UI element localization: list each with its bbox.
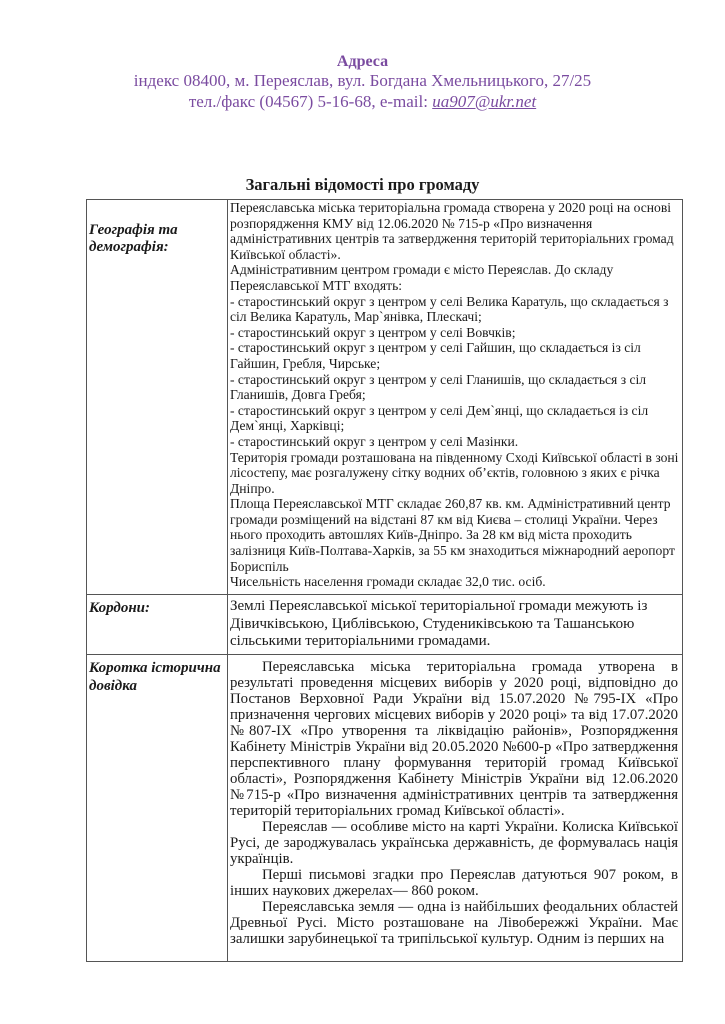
table-row-history <box>87 655 683 962</box>
section-title: Загальні відомості про громаду <box>245 175 480 194</box>
table-row-geography <box>87 200 683 595</box>
phone-fax: тел./факс (04567) 5-16-68, e-mail: <box>188 92 433 111</box>
geography-content <box>228 200 683 595</box>
paragraph: Переяславська міська територіальна громада утворена в результаті проведення місцевих виборів у 2020 році, відповідно до Постанов Верховної Ради України від 15.07.2020 №795-IX «Про призначення чергових місцевих виборів у 2020 році» та від 17.07.2020 №807-IX «Про утворення та ліквідацію районів», Розпорядження Кабінету Міністрів України від 20.05.2020 №600-р «Про затвердження перспективного плану формування територій громад Київської області», Розпорядження Кабінету Міністрів України від 12.06.2020 №715-р «Про визначення адміністративних центрів та затвердження територій територіальних громад Київської області». <box>230 659 678 819</box>
table-row-borders <box>87 595 683 655</box>
paragraph: Переяславська земля — одна із найбільших феодальних областей Древньої Русі. Місто розташоване на Лівобережжі України. Має залишки зарубинецької та трипільської культур. Одним із перших на <box>230 899 678 947</box>
paragraph: Територія громади розташована на південному Сході Київської області в зоні лісостепу, має розгалужену сітку водних об’єктів, головною з яких є річка Дніпро. <box>230 449 679 496</box>
list-item: - старостинський округ з центром у селі Мазінки. <box>230 433 519 449</box>
address-heading: Адреса <box>336 53 389 70</box>
list-item: - старостинський округ з центром у селі Дем`янці, що складається із сіл Дем`янці, Харківці; <box>230 402 649 434</box>
history-content <box>228 655 683 962</box>
paragraph: Чисельність населення громади складає 32,0 тис. осіб. <box>230 574 546 590</box>
borders-content <box>228 595 683 655</box>
paragraph: Переяславська міська територіальна громада створена у 2020 році на основі розпорядження КМУ від 12.06.2020 № 715-р «Про визначення адміністративних центрів та затвердження територій територіальних громад Київської області». <box>230 200 674 262</box>
postal-address: індекс 08400, м. Переяслав, вул. Богдана Хмельницького, 27/25 <box>133 71 592 90</box>
paragraph: Переяслав — особливе місто на карті України. Колиска Київської Русі, де зароджувалась українська державність, де формувалась нація українців. <box>230 819 678 867</box>
paragraph: Перші письмові згадки про Переяслав датуються 907 роком, в інших наукових джерелах— 860 роком. <box>230 867 678 899</box>
list-item: - старостинський округ з центром у селі Гайшин, що складається із сіл Гайшин, Гребля, Чирське; <box>230 340 641 371</box>
email-link[interactable]: ua907@ukr.net <box>432 92 537 111</box>
list-item: - старостинський округ з центром у селі Вовчків; <box>230 324 516 340</box>
contact-line <box>0 91 725 112</box>
list-item: - старостинський округ з центром у селі Велика Каратуль, що складається з сіл Велика Каратуль, Мар`янівка, Плескачі; <box>230 293 669 325</box>
row-label: Коротка історична довідка <box>87 655 228 962</box>
paragraph: Землі Переяславської міської територіальної громади межують із Дівичківською, Циблівською, Студениківською та Ташанською сільськими територіальними громадами. <box>230 598 648 649</box>
paragraph: Адміністративним центром громади є місто Переяслав. До складу Переяславської МТГ входять: <box>230 262 614 293</box>
list-item: - старостинський округ з центром у селі Гланишів, що складається з сіл Гланишів, Довга Гребя; <box>230 371 647 403</box>
row-label: Географія та демографія: <box>87 200 228 595</box>
row-label: Кордони: <box>87 595 228 655</box>
community-info-table <box>86 199 683 962</box>
paragraph: Площа Переяславської МТГ складає 260,87 кв. км. Адміністративний центр громади розміщений на відстані 87 км від Києва – столиці України. Через нього проходить автошлях Київ-Дніпро. За 28 км від міста проходить залізниця Київ-Полтава-Харків, за 55 км знаходиться міжнародний аеропорт Бориспіль <box>230 496 675 574</box>
